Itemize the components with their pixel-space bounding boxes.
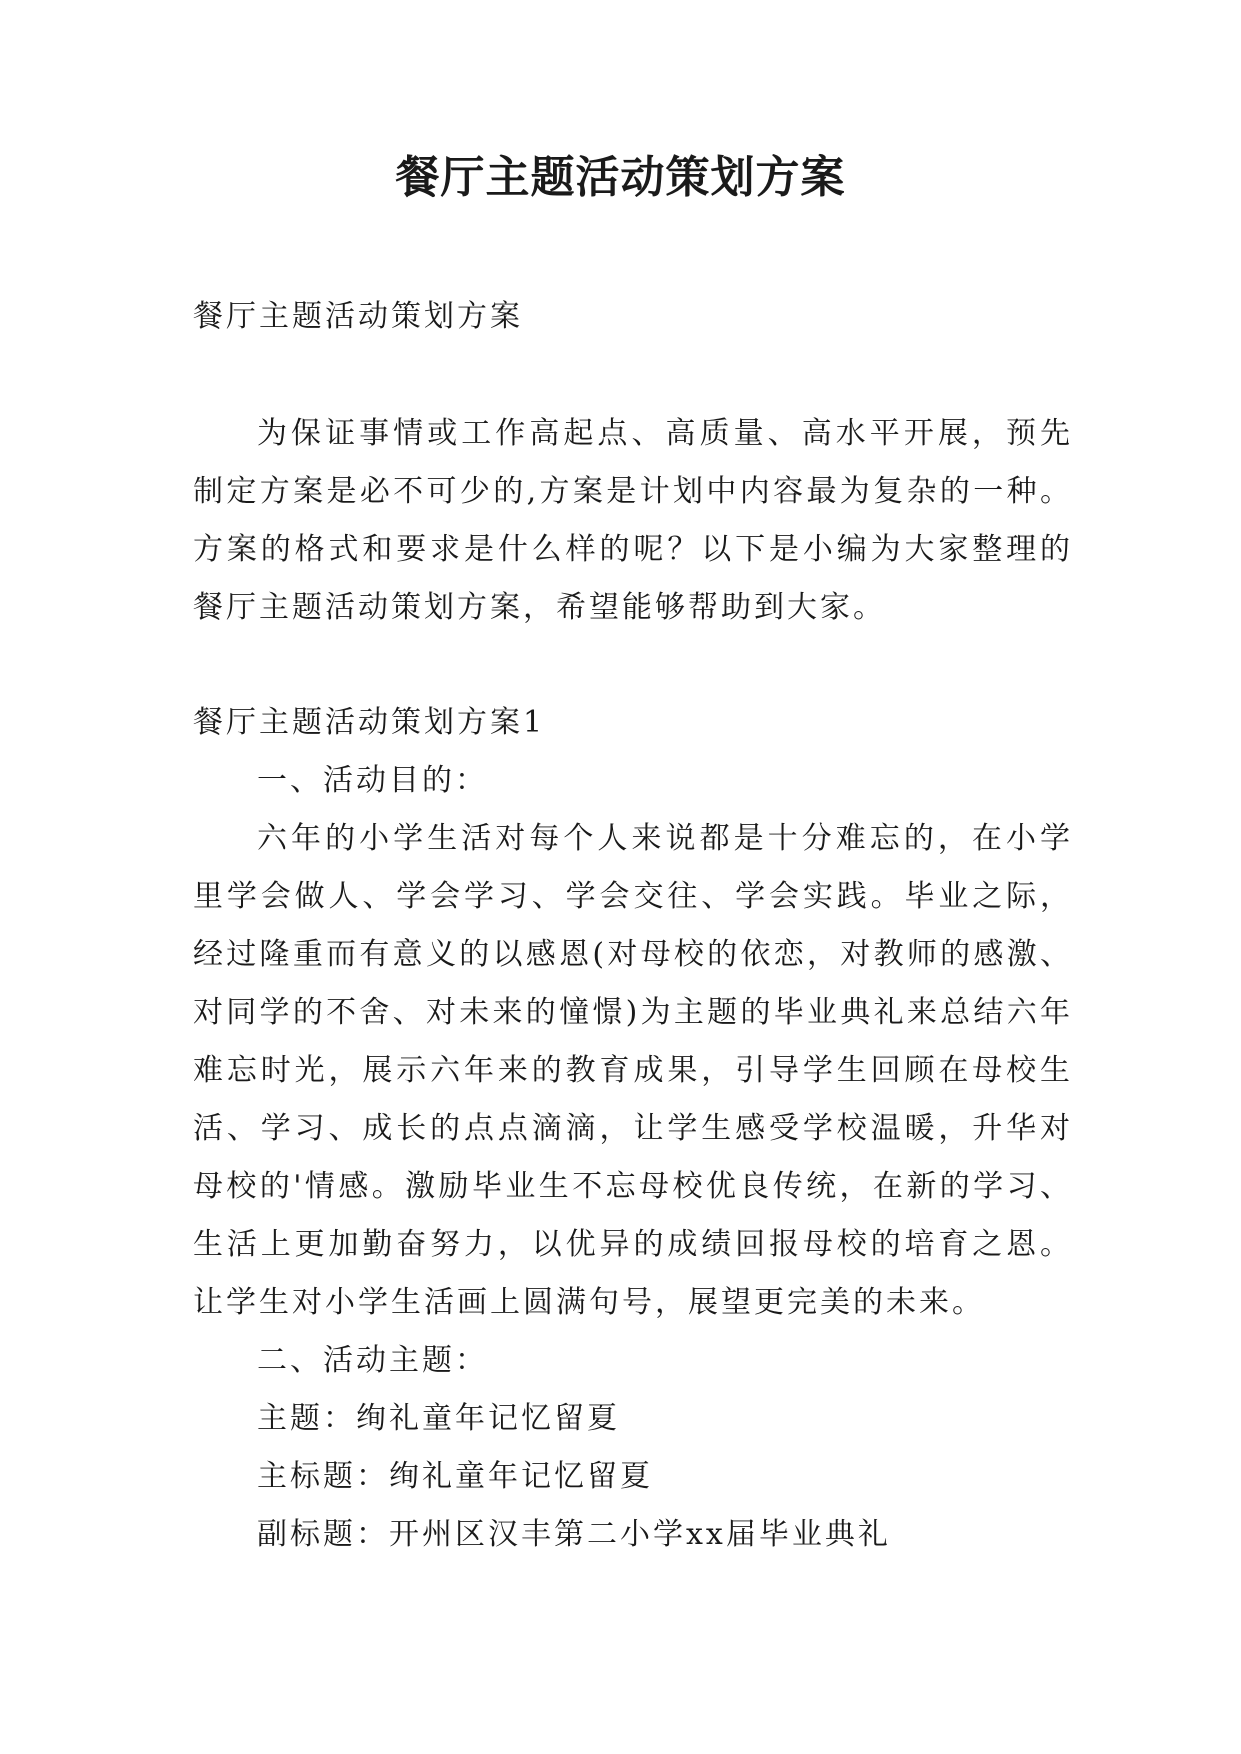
heading-activity-theme: 二、活动主题： — [257, 1343, 488, 1378]
section-body — [193, 752, 1073, 1564]
document-subtitle: 餐厅主题活动策划方案 — [193, 299, 523, 334]
section-title: 餐厅主题活动策划方案1 — [193, 705, 546, 740]
sub-title-line: 副标题：开州区汉丰第二小学xx届毕业典礼 — [257, 1517, 891, 1552]
intro-paragraph: 为保证事情或工作高起点、高质量、高水平开展，预先制定方案是必不可少的,方案是计划中内容最为复杂的一种。方案的格式和要求是什么样的呢？以下是小编为大家整理的餐厅主题活动策划方案，希望能够帮助到大家。 — [193, 416, 1073, 625]
purpose-paragraph: 六年的小学生活对每个人来说都是十分难忘的，在小学里学会做人、学会学习、学会交往、学会实践。毕业之际，经过隆重而有意义的以感恩(对母校的依恋，对教师的感激、对同学的不舍、对未来的憧憬)为主题的毕业典礼来总结六年难忘时光，展示六年来的教育成果，引导学生回顾在母校生活、学习、成长的点点滴滴，让学生感受学校温暖，升华对母校的'情感。激励毕业生不忘母校优良传统，在新的学习、生活上更加勤奋努力，以优异的成绩回报母校的培育之恩。让学生对小学生活画上圆满句号，展望更完美的未来。 — [193, 821, 1073, 1320]
theme-line: 主题：绚礼童年记忆留夏 — [257, 1401, 620, 1436]
main-title-line: 主标题：绚礼童年记忆留夏 — [257, 1459, 653, 1494]
heading-activity-purpose: 一、活动目的： — [257, 763, 488, 798]
document-title: 餐厅主题活动策划方案 — [395, 152, 846, 203]
